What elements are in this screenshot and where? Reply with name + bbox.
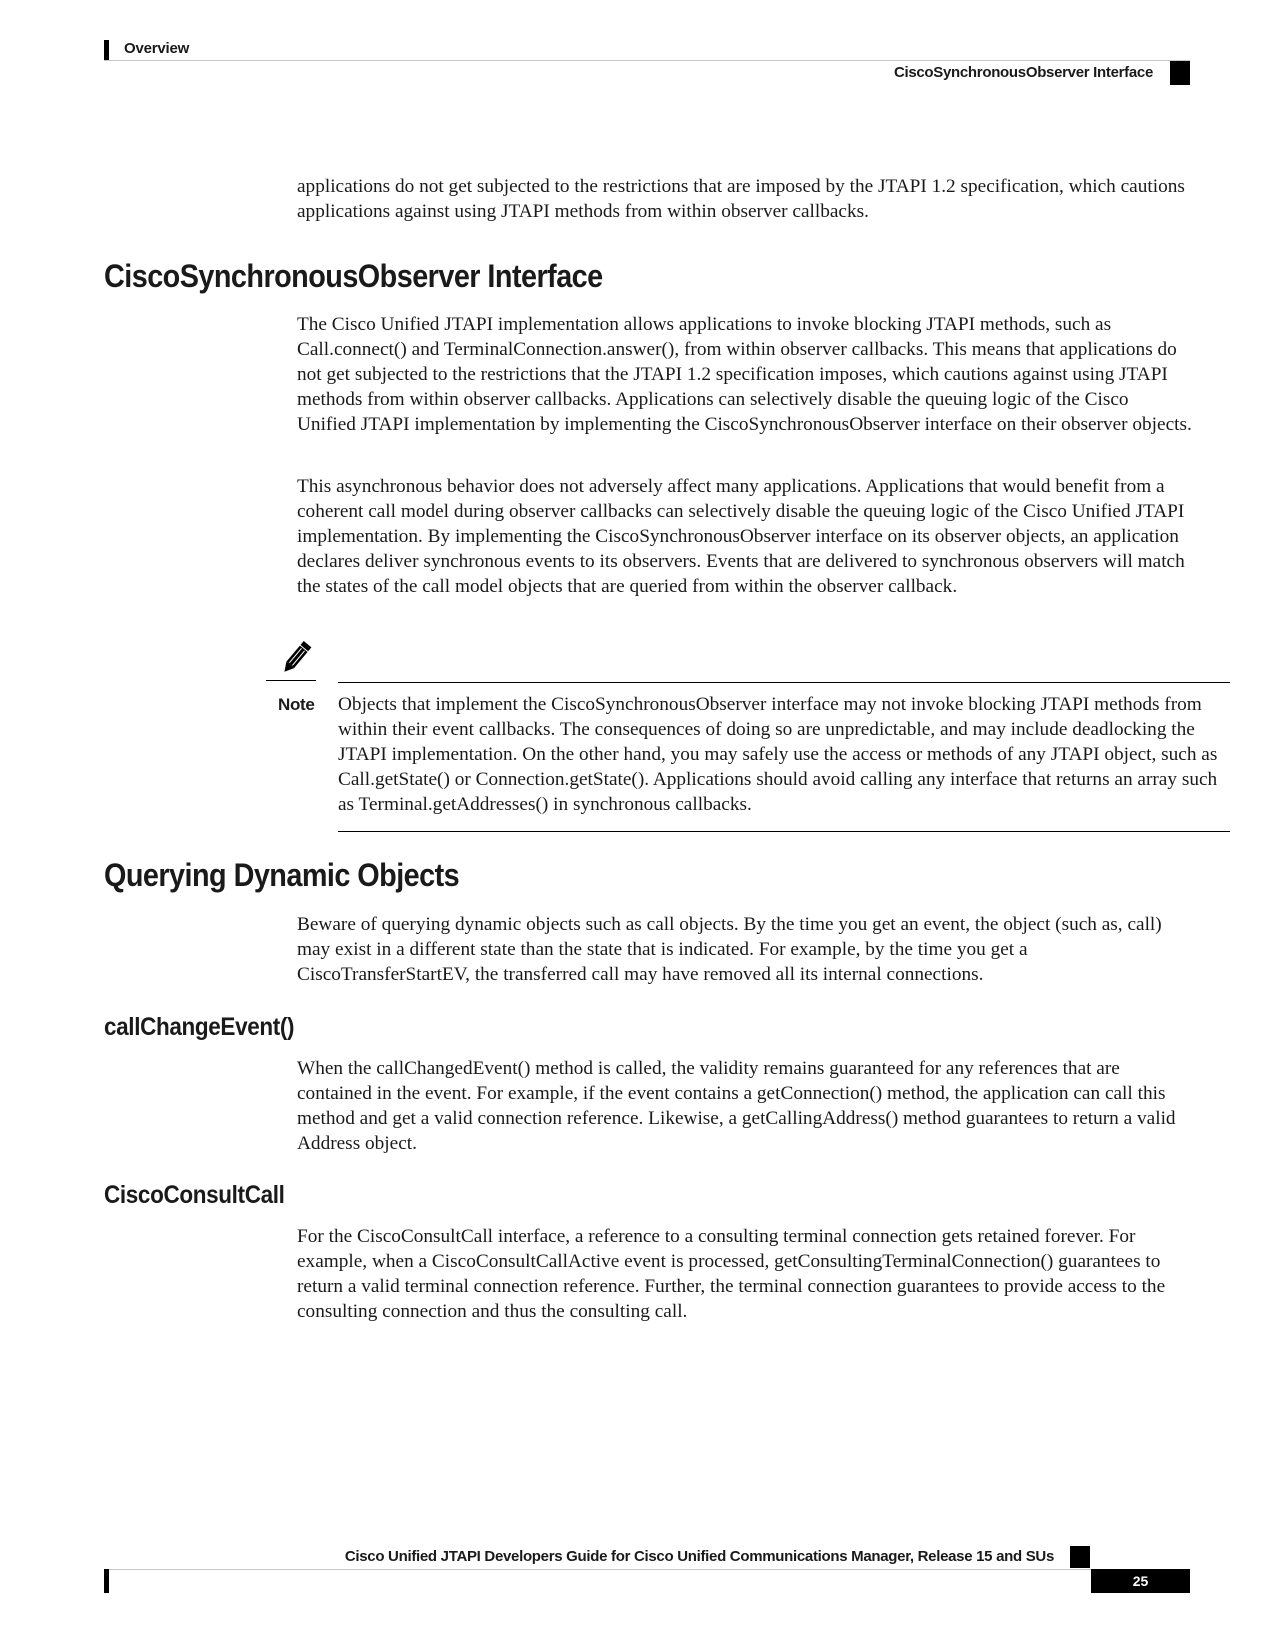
note-icon-rule xyxy=(266,680,316,681)
footer-book-title: Cisco Unified JTAPI Developers Guide for Cisco Unified Communications Manager, Release 15 and SUs xyxy=(344,1548,1054,1565)
page-number: 25 xyxy=(1091,1569,1190,1593)
footer-rule xyxy=(104,1569,1190,1570)
footer-square xyxy=(1070,1546,1090,1568)
section2-paragraph: Beware of querying dynamic objects such as call objects. By the time you get an event, the object (such as, call) may exist in a different state than the state that is indicated. For example, by the time you get a CiscoTransferStartEV, the transferred call may have removed all its internal connections. xyxy=(297,914,1162,985)
section1-paragraph-1: The Cisco Unified JTAPI implementation allows applications to invoke blocking JTAPI methods, such as Call.connect() and TerminalConnection.answer(), from within observer callbacks. This means that applications do not get subjected to the restrictions that the JTAPI 1.2 specification imposes, which cautions against using JTAPI methods from within observer callbacks. Applications can selectively disable the queuing logic of the Cisco Unified JTAPI implementation by implementing the CiscoSynchronousObserver interface on their observer objects. xyxy=(297,314,1192,435)
header-chapter: Overview xyxy=(124,40,190,57)
subsection-title-ciscoconsultcall: CiscoConsultCall xyxy=(104,1181,285,1209)
note-top-rule xyxy=(338,682,1230,683)
header-right-square xyxy=(1170,61,1190,85)
section-title-querying-dynamic-objects: Querying Dynamic Objects xyxy=(104,857,460,893)
subsection-ciscoconsultcall-paragraph: For the CiscoConsultCall interface, a reference to a consulting terminal connection gets retained forever. For example, when a CiscoConsultCallActive event is processed, getConsultingTerminalConnection() guarantees to return a valid terminal connection reference. Further, the terminal connection guarantees to provide access to the consulting connection and thus the consulting call. xyxy=(297,1226,1166,1322)
header-section-title: CiscoSynchronousObserver Interface xyxy=(893,64,1153,81)
section1-paragraph-2: This asynchronous behavior does not adversely affect many applications. Applications that would benefit from a coherent call model during observer callbacks can selectively disable the queuing logic of the Cisco Unified JTAPI implementation. By implementing the CiscoSynchronousObserver interface on its observer objects, an application declares deliver synchronous events to its observers. Events that are delivered to synchronous observers will match the states of the call model objects that are queried from within the observer callback. xyxy=(297,476,1185,597)
footer-left-bar xyxy=(104,1569,109,1593)
header-rule xyxy=(104,60,1190,61)
note-label: Note xyxy=(278,695,315,714)
intro-paragraph: applications do not get subjected to the restrictions that are imposed by the JTAPI 1.2 specification, which cautions applications against using JTAPI methods from within observer callbacks. xyxy=(297,176,1185,222)
subsection-callchangeevent-paragraph: When the callChangedEvent() method is called, the validity remains guaranteed for any references that are contained in the event. For example, if the event contains a getConnection() method, the application can call this method and get a valid connection reference. Likewise, a getCallingAddress() method guarantees to return a valid Address object. xyxy=(297,1058,1176,1154)
pencil-icon xyxy=(276,638,316,678)
note-text: Objects that implement the CiscoSynchronousObserver interface may not invoke blocking JTAPI methods from within their event callbacks. The consequences of doing so are unpredictable, and may include deadlocking the JTAPI implementation. On the other hand, you may safely use the access or methods of any JTAPI object, such as Call.getState() or Connection.getState(). Applications should avoid calling any interface that returns an array such as Terminal.getAddresses() in synchronous callbacks. xyxy=(338,694,1218,815)
note-bottom-rule xyxy=(338,831,1230,832)
header-left-bar xyxy=(104,40,109,60)
section-title-synchronous-observer: CiscoSynchronousObserver Interface xyxy=(104,258,603,294)
subsection-title-callchangeevent: callChangeEvent() xyxy=(104,1013,295,1041)
